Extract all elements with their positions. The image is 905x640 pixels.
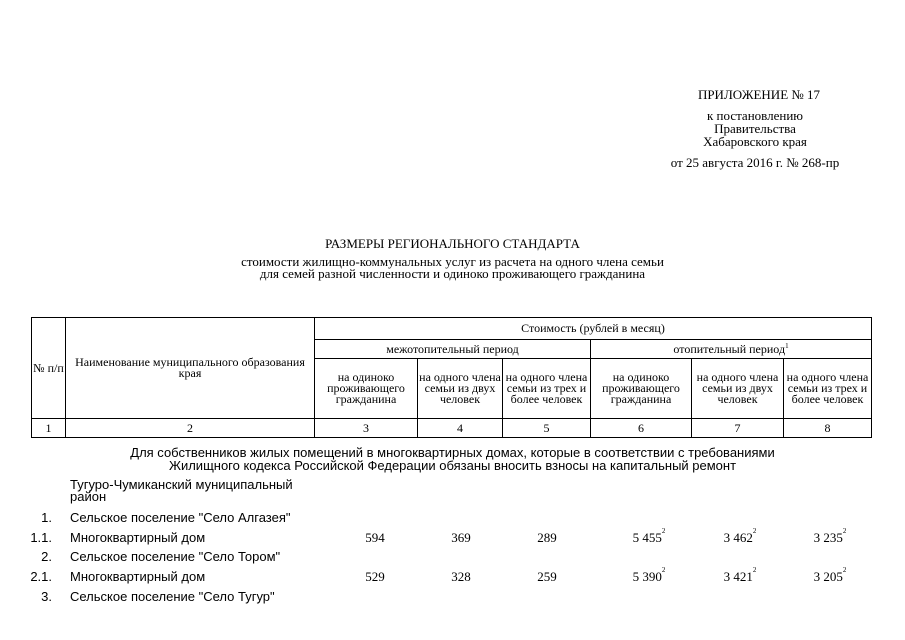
header-single-2: на одиноко проживающего гражданина bbox=[591, 359, 692, 419]
footnote-mark: 2 bbox=[842, 527, 847, 535]
subtitle-line-1: стоимости жилищно-коммунальных услуг из расчета на одного члена семьи bbox=[241, 254, 664, 269]
value-three-heating bbox=[795, 527, 865, 546]
section-heading bbox=[0, 446, 905, 472]
appendix-number: ПРИЛОЖЕНИЕ № 17 bbox=[697, 87, 821, 102]
col-number-5: 5 bbox=[503, 419, 591, 438]
header-period-2 bbox=[591, 340, 872, 359]
footnote-mark: 2 bbox=[752, 566, 757, 574]
district-line-1: Тугуро-Чумиканский муниципальный bbox=[70, 477, 293, 492]
row-name: Многоквартирный дом bbox=[70, 530, 206, 545]
value-two-interheating: 328 bbox=[451, 569, 471, 584]
header-name: Наименование муниципального образования края bbox=[66, 318, 315, 419]
value-two-heating bbox=[705, 566, 775, 585]
header-period-1: межотопительный период bbox=[315, 340, 591, 359]
value-text: 3 205 bbox=[813, 569, 843, 584]
header-no: № п/п bbox=[32, 318, 66, 419]
value-three-interheating: 289 bbox=[537, 530, 557, 545]
row-name: Сельское поселение "Село Тугур" bbox=[70, 589, 275, 604]
value-three-heating bbox=[795, 566, 865, 585]
table-row bbox=[0, 510, 905, 526]
table-row bbox=[0, 566, 905, 585]
col-number-8: 8 bbox=[784, 419, 872, 438]
col-number-3: 3 bbox=[315, 419, 418, 438]
footnote-mark: 2 bbox=[842, 566, 847, 574]
row-name: Сельское поселение "Село Тором" bbox=[70, 549, 281, 564]
header-three-2: на одного члена семьи из трех и более человек bbox=[784, 359, 872, 419]
row-number: 1. bbox=[41, 510, 52, 525]
header-two-1: на одного члена семьи из двух человек bbox=[418, 359, 503, 419]
col-number-4: 4 bbox=[418, 419, 503, 438]
footnote-mark: 2 bbox=[661, 566, 666, 574]
table-row bbox=[0, 589, 905, 605]
table-row bbox=[0, 549, 905, 565]
appendix-region: Хабаровского края bbox=[703, 134, 807, 149]
document-title: РАЗМЕРЫ РЕГИОНАЛЬНОГО СТАНДАРТА bbox=[325, 236, 580, 251]
district-line-2: район bbox=[70, 489, 107, 504]
header-single-1: на одиноко проживающего гражданина bbox=[315, 359, 418, 419]
value-single-interheating: 594 bbox=[365, 530, 385, 545]
period-2-label: отопительный период bbox=[673, 341, 786, 356]
appendix-ref: к постановлению bbox=[706, 108, 804, 123]
value-text: 3 235 bbox=[813, 530, 843, 545]
header-cost: Стоимость (рублей в месяц) bbox=[315, 318, 872, 340]
value-text: 3 462 bbox=[723, 530, 753, 545]
table-row bbox=[0, 527, 905, 546]
row-number: 1.1. bbox=[30, 530, 52, 545]
appendix-org: Правительства bbox=[714, 121, 796, 136]
document-subtitle bbox=[0, 256, 905, 280]
col-number-7: 7 bbox=[692, 419, 784, 438]
district-name bbox=[70, 479, 293, 503]
value-text: 5 390 bbox=[632, 569, 662, 584]
appendix-header bbox=[655, 88, 855, 169]
row-name: Многоквартирный дом bbox=[70, 569, 206, 584]
value-single-interheating: 529 bbox=[365, 569, 385, 584]
value-two-interheating: 369 bbox=[451, 530, 471, 545]
row-name: Сельское поселение "Село Алгазея" bbox=[70, 510, 291, 525]
value-text: 3 421 bbox=[723, 569, 753, 584]
col-number-1: 1 bbox=[32, 419, 66, 438]
footnote-mark: 2 bbox=[752, 527, 757, 535]
col-number-6: 6 bbox=[591, 419, 692, 438]
col-number-2: 2 bbox=[66, 419, 315, 438]
value-three-interheating: 259 bbox=[537, 569, 557, 584]
row-number: 2. bbox=[41, 549, 52, 564]
appendix-date: от 25 августа 2016 г. № 268-пр bbox=[670, 155, 840, 170]
standards-table bbox=[31, 317, 872, 438]
value-single-heating bbox=[614, 566, 684, 585]
value-two-heating bbox=[705, 527, 775, 546]
header-two-2: на одного члена семьи из двух человек bbox=[692, 359, 784, 419]
value-text: 5 455 bbox=[632, 530, 662, 545]
header-three-1: на одного члена семьи из трех и более человек bbox=[503, 359, 591, 419]
value-single-heating bbox=[614, 527, 684, 546]
row-number: 2.1. bbox=[30, 569, 52, 584]
period-2-footnote: 1 bbox=[785, 341, 789, 350]
row-number: 3. bbox=[41, 589, 52, 604]
section-line-1: Для собственников жилых помещений в многоквартирных домах, которые в соответствии с требованиями bbox=[130, 445, 775, 460]
footnote-mark: 2 bbox=[661, 527, 666, 535]
section-line-2: Жилищного кодекса Российской Федерации обязаны вносить взносы на капитальный ремонт bbox=[168, 458, 737, 473]
subtitle-line-2: для семей разной численности и одиноко проживающего гражданина bbox=[259, 266, 646, 281]
